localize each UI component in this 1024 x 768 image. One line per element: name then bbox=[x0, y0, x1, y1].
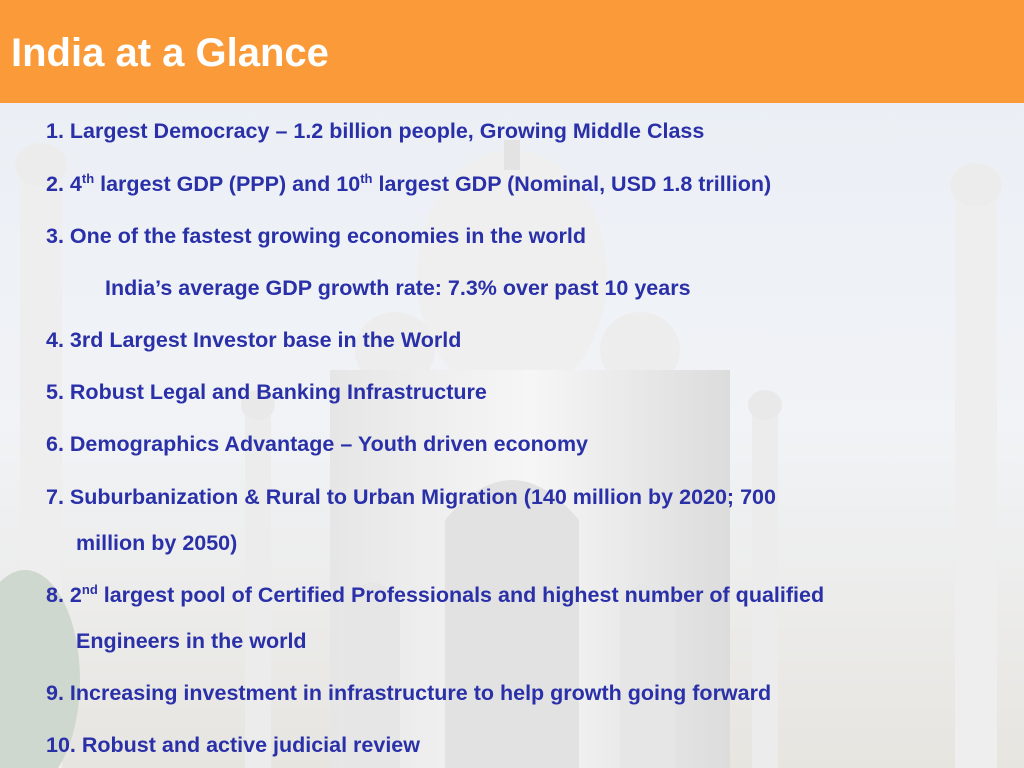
list-item: 5. Robust Legal and Banking Infrastructure bbox=[46, 380, 487, 404]
list-item: 3. One of the fastest growing economies in the world bbox=[46, 224, 586, 248]
list-item: 6. Demographics Advantage – Youth driven economy bbox=[46, 432, 589, 456]
list-item: 2. 4th largest GDP (PPP) and 10th largest GDP (Nominal, USD 1.8 trillion) bbox=[46, 171, 772, 196]
list-item: 9. Increasing investment in infrastructure to help growth going forward bbox=[46, 681, 772, 705]
list-item: 4. 3rd Largest Investor base in the World bbox=[46, 328, 462, 352]
list-item: 7. Suburbanization & Rural to Urban Migration (140 million by 2020; 700 bbox=[46, 485, 776, 509]
list-item-subpoint: India’s average GDP growth rate: 7.3% over past 10 years bbox=[105, 276, 691, 300]
list-item: 1. Largest Democracy – 1.2 billion people, Growing Middle Class bbox=[46, 119, 705, 143]
list-item-continuation: Engineers in the world bbox=[76, 629, 307, 653]
list-item: 8. 2nd largest pool of Certified Professionals and highest number of qualified bbox=[46, 582, 825, 607]
slide-title: India at a Glance bbox=[11, 31, 329, 75]
list-item: 10. Robust and active judicial review bbox=[46, 733, 420, 757]
list-item-continuation: million by 2050) bbox=[76, 531, 238, 555]
